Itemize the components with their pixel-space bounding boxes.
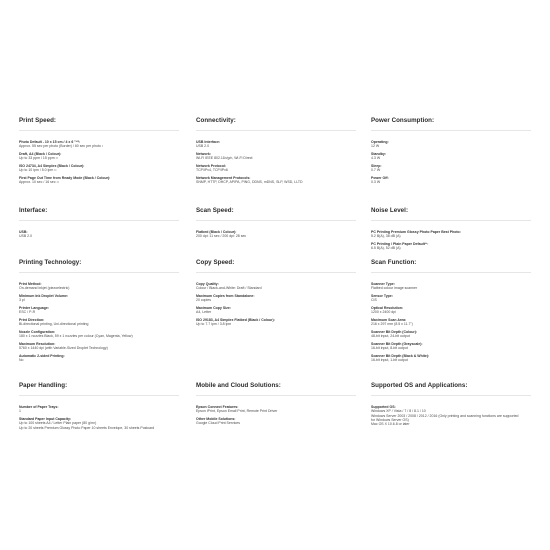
- spec-label: Power Off:: [371, 175, 389, 180]
- spec-item: [19, 230, 179, 239]
- spec-value-line: A4, Letter: [196, 310, 212, 315]
- spec-value-line: Mac OS X 10.6.8 or later: [371, 422, 410, 427]
- spec-value-line: Flatbed colour image scanner: [371, 286, 418, 291]
- spec-label: Photo Default - 10 x 15 cm / 4 x 6 "¹³⁾:: [19, 140, 81, 144]
- spec-label: Flatbed (Black / Colour):: [196, 230, 237, 234]
- spec-item: [19, 342, 179, 351]
- spec-label: Maximum Copies from Standalone:: [196, 293, 255, 298]
- spec-value: [19, 358, 179, 362]
- spec-value-line: Wi-Fi IEEE 802.11b/g/n, Wi-Fi Direct: [196, 156, 253, 161]
- spec-value-line: 1200 x 2400 dpi: [371, 310, 396, 315]
- spec-item: [196, 164, 356, 173]
- spec-value-line: Google Cloud Print Services: [196, 421, 240, 426]
- spec-value-line: 6.5 B(A), 52 dB (A): [371, 246, 401, 251]
- spec-label: Print Method:: [19, 282, 42, 286]
- spec-value: [19, 310, 179, 314]
- spec-label: PC Printing Premium Glossy Photo Paper Best Photo:: [371, 230, 461, 234]
- spec-value-line: 5760 x 1440 dpi (with Variable-Sized Droplet Technology): [19, 346, 108, 351]
- spec-value: [19, 168, 179, 172]
- spec-label: Maximum Scan Area:: [371, 317, 407, 322]
- spec-item: [371, 140, 531, 149]
- section-title: Interface:: [19, 207, 179, 221]
- spec-item: [371, 405, 531, 426]
- spec-item: [19, 318, 179, 327]
- spec-label: ISO 24734, A4 Simplex (Black / Colour):: [19, 163, 85, 168]
- spec-value: [371, 310, 531, 314]
- spec-item: [196, 405, 356, 414]
- spec-label: Network:: [196, 151, 211, 156]
- spec-value-line: 16-bit input, 1-bit output: [371, 358, 408, 363]
- spec-label: Print Direction:: [19, 317, 45, 322]
- spec-label: Scanner Type:: [371, 282, 395, 286]
- spec-value-line: Up to 33 ppm / 15 ppm ¹¹: [19, 156, 58, 161]
- spec-label: Standby:: [371, 151, 386, 156]
- spec-value: [196, 421, 356, 425]
- spec-value: [371, 409, 531, 426]
- spec-value-line: Windows XP / Vista / 7 / 8 / 8.1 / 10: [371, 409, 426, 414]
- spec-label: Other Mobile Solutions:: [196, 416, 236, 421]
- spec-value-line: CIS: [371, 298, 377, 303]
- spec-value: [19, 322, 179, 326]
- spec-value-line: Windows Server 2003 / 2008 / 2012 / 2016 (Only printing and scanning functions are supported: [371, 413, 519, 418]
- spec-value: [371, 286, 531, 290]
- spec-value: [371, 156, 531, 160]
- spec-value: [371, 144, 531, 148]
- section-paper-handling: [19, 382, 179, 433]
- section-copy-speed: [196, 259, 356, 330]
- spec-label: Scanner Bit Depth (Black & White):: [371, 353, 430, 358]
- spec-item: [371, 176, 531, 185]
- spec-value-line: 20 copies: [196, 298, 211, 303]
- spec-value-line: for Windows Server OS): [371, 417, 409, 422]
- spec-value: [196, 180, 356, 184]
- spec-item: [19, 405, 179, 414]
- spec-item: [371, 242, 531, 251]
- spec-value: [196, 409, 356, 413]
- spec-value: [19, 346, 179, 350]
- spec-value: [371, 168, 531, 172]
- spec-value-line: Up to 100 sheets A4 / Letter Plain paper (80 g/m²): [19, 421, 97, 426]
- spec-item: [196, 152, 356, 161]
- spec-label: Nozzle Configuration:: [19, 329, 56, 334]
- spec-item: [19, 306, 179, 315]
- spec-value-line: USB 2.0: [19, 234, 33, 239]
- spec-value-line: Up to 20 sheets Premium Glossy Photo Paper 10 sheets Envelope, 30 sheets Postcard: [19, 425, 155, 430]
- section-printing-technology: [19, 259, 179, 366]
- section-title: Noise Level:: [371, 207, 531, 221]
- spec-item: [371, 152, 531, 161]
- spec-value-line: 5.2 B(A), 38 dB (A): [371, 234, 401, 239]
- section-title: Power Consumption:: [371, 117, 531, 131]
- spec-item: [196, 318, 356, 327]
- section-power-consumption: [371, 117, 531, 188]
- spec-item: [196, 306, 356, 315]
- spec-value-line: 200 dpi: 11 sec / 200 dpi: 28 sec: [196, 234, 247, 239]
- spec-value-line: Up to 10 ipm / 5.0 ipm ¹¹: [19, 168, 57, 173]
- spec-value: [19, 334, 179, 338]
- spec-value-line: Colour / Black-and-White: Draft / Standard: [196, 286, 262, 291]
- spec-item: [196, 294, 356, 303]
- spec-label: Supported OS:: [371, 405, 396, 409]
- spec-value: [371, 298, 531, 302]
- spec-value-line: 16-bit input, 8-bit output: [371, 346, 408, 351]
- spec-label: Printer Language:: [19, 305, 49, 310]
- spec-item: [19, 176, 179, 185]
- spec-value-line: 0.7 W: [371, 168, 381, 173]
- spec-value: [19, 180, 179, 184]
- section-supported-os: [371, 382, 531, 430]
- spec-label: Draft, A4 (Black / Colour):: [19, 151, 62, 156]
- section-title: Printing Technology:: [19, 259, 179, 273]
- spec-item: [19, 330, 179, 339]
- spec-item: [371, 294, 531, 303]
- spec-value: [19, 409, 179, 413]
- spec-value: [371, 234, 531, 238]
- section-title: Connectivity:: [196, 117, 356, 131]
- section-connectivity: [196, 117, 356, 188]
- spec-label: Network Protocol:: [196, 163, 227, 168]
- spec-item: [19, 294, 179, 303]
- spec-label: PC Printing / Plain Paper Default¹¹:: [371, 241, 429, 246]
- spec-label: Sensor Type:: [371, 293, 393, 298]
- spec-label: Network Management Protocols:: [196, 175, 251, 180]
- section-title: Print Speed:: [19, 117, 179, 131]
- spec-value: [371, 180, 531, 184]
- spec-value: [196, 168, 356, 172]
- spec-label: ISO 29183, A4 Simplex Flatbed (Black / Colour):: [196, 317, 275, 322]
- spec-value-line: No: [19, 358, 24, 363]
- spec-item: [196, 140, 356, 149]
- spec-value-line: Approx. 55 sec per photo (Border) / 60 sec per photo ¹: [19, 144, 104, 149]
- section-title: Scan Speed:: [196, 207, 356, 221]
- section-title: Mobile and Cloud Solutions:: [196, 382, 356, 396]
- spec-item: [371, 230, 531, 239]
- spec-label: USB:: [19, 230, 28, 234]
- spec-item: [196, 176, 356, 185]
- spec-value-line: SNMP, HTTP, DHCP, APIPA, PING, DDNS, mDNS, SLP, WSD, LLTD: [196, 180, 303, 185]
- spec-label: Standard Paper Input Capacity:: [19, 416, 72, 421]
- spec-value-line: ESC / P-R: [19, 310, 36, 315]
- spec-value-line: TCP/IPv4, TCP/IPv6: [196, 168, 228, 173]
- spec-value: [196, 322, 356, 326]
- spec-value-line: 3 pl: [19, 298, 25, 303]
- spec-label: Operating:: [371, 140, 389, 144]
- spec-label: Minimum Ink Droplet Volume:: [19, 293, 69, 298]
- spec-value-line: 48-bit input, 24-bit output: [371, 334, 410, 339]
- spec-label: Sleep:: [371, 163, 382, 168]
- section-scan-function: [371, 259, 531, 366]
- spec-value: [371, 334, 531, 338]
- section-title: Supported OS and Applications:: [371, 382, 531, 396]
- spec-value-line: Up to 7.7 ipm / 3.8 ipm: [196, 322, 232, 327]
- spec-value-line: 4.3 W: [371, 156, 381, 161]
- spec-item: [371, 282, 531, 291]
- spec-item: [19, 164, 179, 173]
- section-interface: [19, 207, 179, 242]
- spec-label: Number of Paper Trays:: [19, 405, 59, 409]
- spec-value-line: On-demand inkjet (piezoelectric): [19, 286, 70, 291]
- spec-item: [196, 417, 356, 426]
- spec-value: [19, 144, 179, 148]
- spec-label: First Page Out Time from Ready Mode (Black / Colour):: [19, 175, 111, 180]
- section-print-speed: [19, 117, 179, 188]
- spec-item: [19, 140, 179, 149]
- spec-item: [19, 282, 179, 291]
- section-mobile-cloud: [196, 382, 356, 429]
- spec-value-line: 12 W: [371, 144, 380, 149]
- section-title: Paper Handling:: [19, 382, 179, 396]
- spec-item: [371, 330, 531, 339]
- spec-value: [196, 234, 356, 238]
- spec-label: Maximum Resolution:: [19, 341, 56, 346]
- spec-value: [371, 246, 531, 250]
- section-scan-speed: [196, 207, 356, 242]
- section-title: Scan Function:: [371, 259, 531, 273]
- spec-label: Epson Connect Features:: [196, 405, 239, 409]
- spec-item: [19, 417, 179, 430]
- spec-value: [19, 286, 179, 290]
- spec-value: [196, 156, 356, 160]
- spec-item: [371, 164, 531, 173]
- spec-value: [196, 298, 356, 302]
- spec-item: [196, 282, 356, 291]
- section-noise-level: [371, 207, 531, 254]
- spec-item: [19, 354, 179, 363]
- spec-label: Scanner Bit Depth (Colour):: [371, 329, 418, 334]
- spec-value: [371, 322, 531, 326]
- spec-item: [371, 318, 531, 327]
- section-title: Copy Speed:: [196, 259, 356, 273]
- spec-value: [196, 310, 356, 314]
- spec-value: [19, 298, 179, 302]
- spec-value: [19, 156, 179, 160]
- spec-value-line: Approx. 10 sec / 16 sec ¹¹: [19, 180, 59, 185]
- spec-value: [196, 144, 356, 148]
- spec-value-line: USB 2.0: [196, 144, 210, 149]
- spec-item: [371, 342, 531, 351]
- spec-label: USB Interface:: [196, 140, 221, 144]
- spec-value-line: 180 x 1 nozzles Black, 59 x 1 nozzles per colour (Cyan, Magenta, Yellow): [19, 334, 133, 339]
- spec-value-line: Bi-directional printing, Uni-directional printing: [19, 322, 89, 327]
- spec-item: [371, 354, 531, 363]
- spec-value: [19, 421, 179, 430]
- spec-item: [196, 230, 356, 239]
- spec-value-line: 216 x 297 mm (8.5 x 11.7"): [371, 322, 413, 327]
- spec-item: [371, 306, 531, 315]
- spec-value-line: 0.3 W: [371, 180, 381, 185]
- spec-label: Automatic 2-sided Printing:: [19, 353, 65, 358]
- spec-value: [371, 346, 531, 350]
- spec-value: [196, 286, 356, 290]
- spec-label: Copy Quality:: [196, 282, 219, 286]
- spec-value: [371, 358, 531, 362]
- spec-label: Optical Resolution:: [371, 305, 404, 310]
- spec-item: [19, 152, 179, 161]
- spec-value-line: Epson iPrint, Epson Email Print, Remote Print Driver: [196, 409, 278, 414]
- spec-value: [19, 234, 179, 238]
- spec-label: Maximum Copy Size:: [196, 305, 232, 310]
- spec-value-line: 1: [19, 409, 21, 414]
- spec-label: Scanner Bit Depth (Grayscale):: [371, 341, 423, 346]
